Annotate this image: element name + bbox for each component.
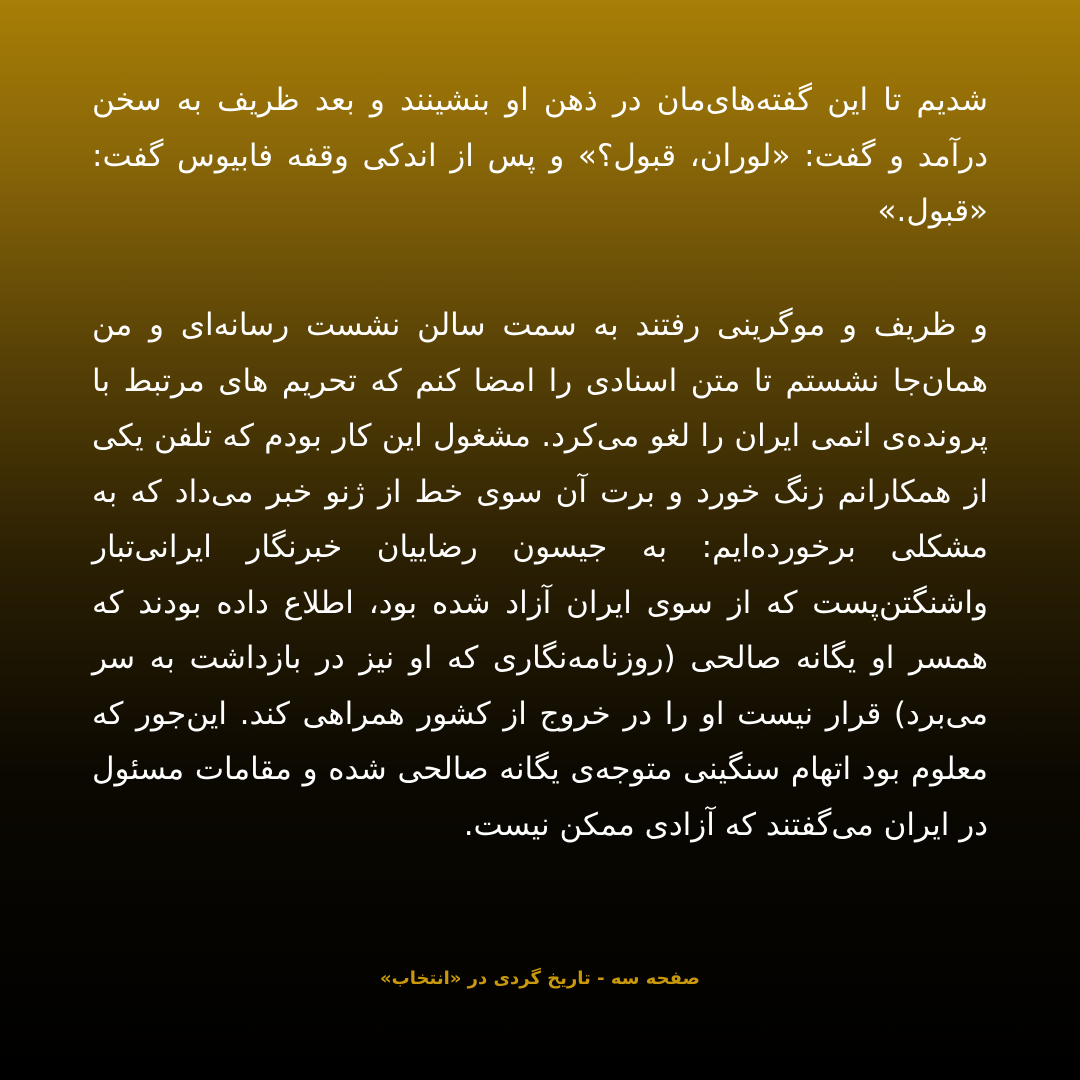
paragraph-1: شدیم تا این گفته‌های‌مان در ذهن او بنشینند و بعد ظریف به سخن درآمد و گفت: «لوران، قبول؟» و پس از اندکی وقفه فابیوس گفت: «قبول.» (92, 82, 988, 229)
footer-caption: صفحه سه - تاریخ گردی در «انتخاب» (380, 968, 700, 989)
paragraph-2: و ظریف و موگرینی رفتند به سمت سالن نشست رسانه‌ای و من همان‌جا نشستم تا متن اسنادی را امضا کنم که تحریم های مرتبط با پرونده‌ی اتمی ایران را لغو می‌کرد. مشغول این کار بودم که تلفن یکی از همکارانم زنگ خورد و برت آن سوی خط از ژنو خبر می‌داد که به مشکلی برخورده‌ایم: به جیسون رضاییان خبرنگار ایرانی‌تبار واشنگتن‌پست که از سوی ایران آزاد شده بود، اطلاع داده بودند که همسر او یگانه صالحی (روزنامه‌نگاری که او نیز در بازداشت به سر می‌برد) قرار نیست او را در خروج از کشور همراهی کند. این‌جور که معلوم بود اتهام سنگینی متوجه‌ی یگانه صالحی شده و مقامات مسئول در ایران می‌گفتند که آزادی ممکن نیست. (92, 307, 988, 843)
